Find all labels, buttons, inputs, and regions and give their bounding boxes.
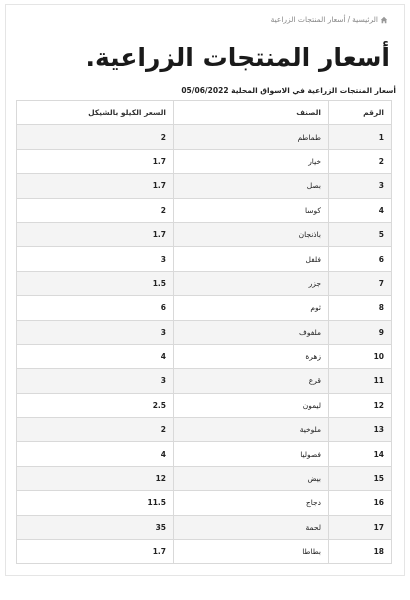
- table-row: [17, 149, 392, 173]
- table-row: [17, 393, 392, 417]
- row-price: 3: [17, 247, 174, 271]
- breadcrumb: [271, 15, 388, 24]
- row-number: 3: [329, 174, 392, 198]
- row-number: 6: [329, 247, 392, 271]
- row-number: 10: [329, 344, 392, 368]
- table-row: [17, 442, 392, 466]
- table-row: [17, 491, 392, 515]
- row-item: بيض: [174, 466, 329, 490]
- row-item: ملوخية: [174, 418, 329, 442]
- row-number: 14: [329, 442, 392, 466]
- row-price: 35: [17, 515, 174, 539]
- table-row: [17, 198, 392, 222]
- row-item: دجاج: [174, 491, 329, 515]
- row-item: فصوليا: [174, 442, 329, 466]
- row-item: كوسا: [174, 198, 329, 222]
- row-item: لحمة: [174, 515, 329, 539]
- row-number: 8: [329, 296, 392, 320]
- row-item: زهرة: [174, 344, 329, 368]
- row-number: 2: [329, 149, 392, 173]
- row-price: 2: [17, 125, 174, 149]
- row-number: 17: [329, 515, 392, 539]
- row-price: 2.5: [17, 393, 174, 417]
- row-item: جزر: [174, 271, 329, 295]
- row-item: ملفوف: [174, 320, 329, 344]
- table-row: [17, 247, 392, 271]
- row-price: 1.7: [17, 540, 174, 564]
- table-row: [17, 320, 392, 344]
- table-row: [17, 540, 392, 564]
- row-number: 5: [329, 222, 392, 246]
- header-item: الصنف: [174, 101, 329, 125]
- table-row: [17, 296, 392, 320]
- home-icon: [380, 16, 388, 24]
- table-row: [17, 466, 392, 490]
- row-number: 15: [329, 466, 392, 490]
- row-number: 13: [329, 418, 392, 442]
- table-row: [17, 174, 392, 198]
- row-price: 1.5: [17, 271, 174, 295]
- row-price: 12: [17, 466, 174, 490]
- row-item: طماطم: [174, 125, 329, 149]
- row-price: 2: [17, 418, 174, 442]
- row-price: 1.7: [17, 174, 174, 198]
- row-item: فلفل: [174, 247, 329, 271]
- row-price: 1.7: [17, 222, 174, 246]
- table-row: [17, 125, 392, 149]
- header-number: الرقم: [329, 101, 392, 125]
- row-price: 4: [17, 442, 174, 466]
- breadcrumb-current: أسعار المنتجات الزراعية: [270, 15, 346, 24]
- row-number: 1: [329, 125, 392, 149]
- row-number: 18: [329, 540, 392, 564]
- table-row: [17, 344, 392, 368]
- row-item: ليمون: [174, 393, 329, 417]
- row-price: 6: [17, 296, 174, 320]
- row-number: 11: [329, 369, 392, 393]
- row-price: 1.7: [17, 149, 174, 173]
- prices-table: [16, 100, 392, 564]
- row-number: 4: [329, 198, 392, 222]
- row-item: بطاطا: [174, 540, 329, 564]
- table-row: [17, 418, 392, 442]
- row-item: بصل: [174, 174, 329, 198]
- breadcrumb-separator: /: [347, 15, 351, 24]
- row-item: باذنجان: [174, 222, 329, 246]
- breadcrumb-home-link[interactable]: الرئيسية: [352, 15, 378, 24]
- table-row: [17, 515, 392, 539]
- row-price: 3: [17, 320, 174, 344]
- row-item: خيار: [174, 149, 329, 173]
- row-price: 11.5: [17, 491, 174, 515]
- row-price: 3: [17, 369, 174, 393]
- row-number: 16: [329, 491, 392, 515]
- row-number: 12: [329, 393, 392, 417]
- row-item: ثوم: [174, 296, 329, 320]
- header-price: السعر الكيلو بالشيكل: [17, 101, 174, 125]
- row-price: 4: [17, 344, 174, 368]
- page-title: أسعار المنتجات الزراعية.: [85, 43, 390, 72]
- table-row: [17, 271, 392, 295]
- row-number: 7: [329, 271, 392, 295]
- row-number: 9: [329, 320, 392, 344]
- row-item: قرع: [174, 369, 329, 393]
- table-row: [17, 369, 392, 393]
- row-price: 2: [17, 198, 174, 222]
- table-row: [17, 222, 392, 246]
- table-header-row: [17, 101, 392, 125]
- table-caption: أسعار المنتجات الزراعية في الاسواق المحلية 05/06/2022: [181, 86, 396, 95]
